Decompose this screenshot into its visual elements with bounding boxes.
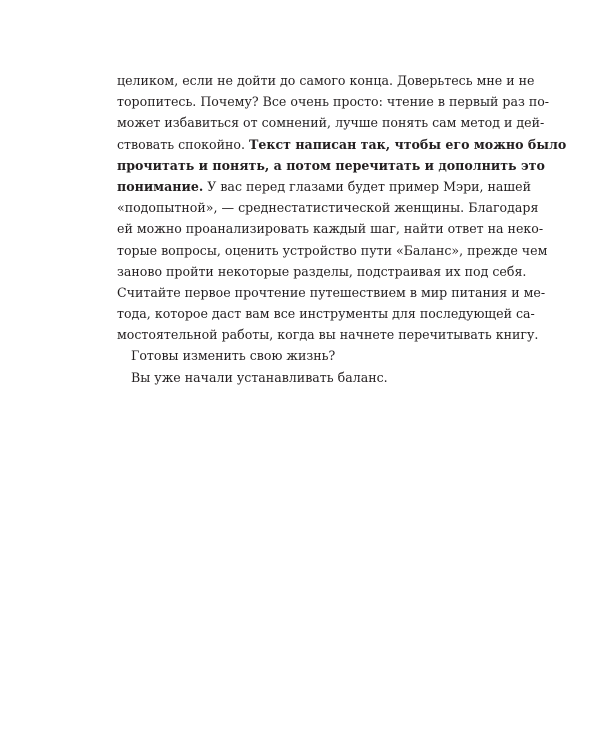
text-line: «подопытной», — среднестатистической женщины. Благодаря [117, 200, 539, 216]
text-line: тода, которое даст вам все инструменты для последующей са- [117, 306, 535, 322]
text-line: мостоятельной работы, когда вы начнете перечитывать книгу. [117, 327, 539, 343]
paragraph-2 [117, 345, 489, 366]
text-line: заново пройти некоторые разделы, подстраивая их под себя. [117, 263, 527, 279]
text-line: ей можно проанализировать каждый шаг, найти ответ на неко- [117, 221, 544, 237]
text-line: Вы уже начали устанавливать баланс. [131, 369, 388, 385]
text-line: торые вопросы, оценить устройство пути «Баланс», прежде чем [117, 242, 548, 258]
emphasis-line: прочитать и понять, а потом перечитать и дополнить это [117, 157, 545, 173]
text-line: ствовать спокойно. Текст написан так, чтобы его можно было [117, 136, 567, 152]
paragraph-3 [117, 367, 489, 388]
paragraph-1 [117, 70, 567, 345]
text-line: может избавиться от сомнений, лучше понять сам метод и дей- [117, 115, 545, 131]
emphasis-text: понимание. [117, 178, 204, 194]
text-line: целиком, если не дойти до самого конца. Доверьтесь мне и не [117, 73, 535, 88]
body-text [117, 70, 567, 388]
emphasis-text: Текст написан так, чтобы его можно было [248, 136, 567, 152]
text-line: понимание. У вас перед глазами будет пример Мэри, нашей [117, 178, 531, 194]
text-line: торопитесь. Почему? Все очень просто: чтение в первый раз по- [117, 94, 550, 110]
text-line: Готовы изменить свою жизнь? [131, 348, 336, 364]
text-line: Считайте первое прочтение путешествием в мир питания и ме- [117, 284, 546, 300]
